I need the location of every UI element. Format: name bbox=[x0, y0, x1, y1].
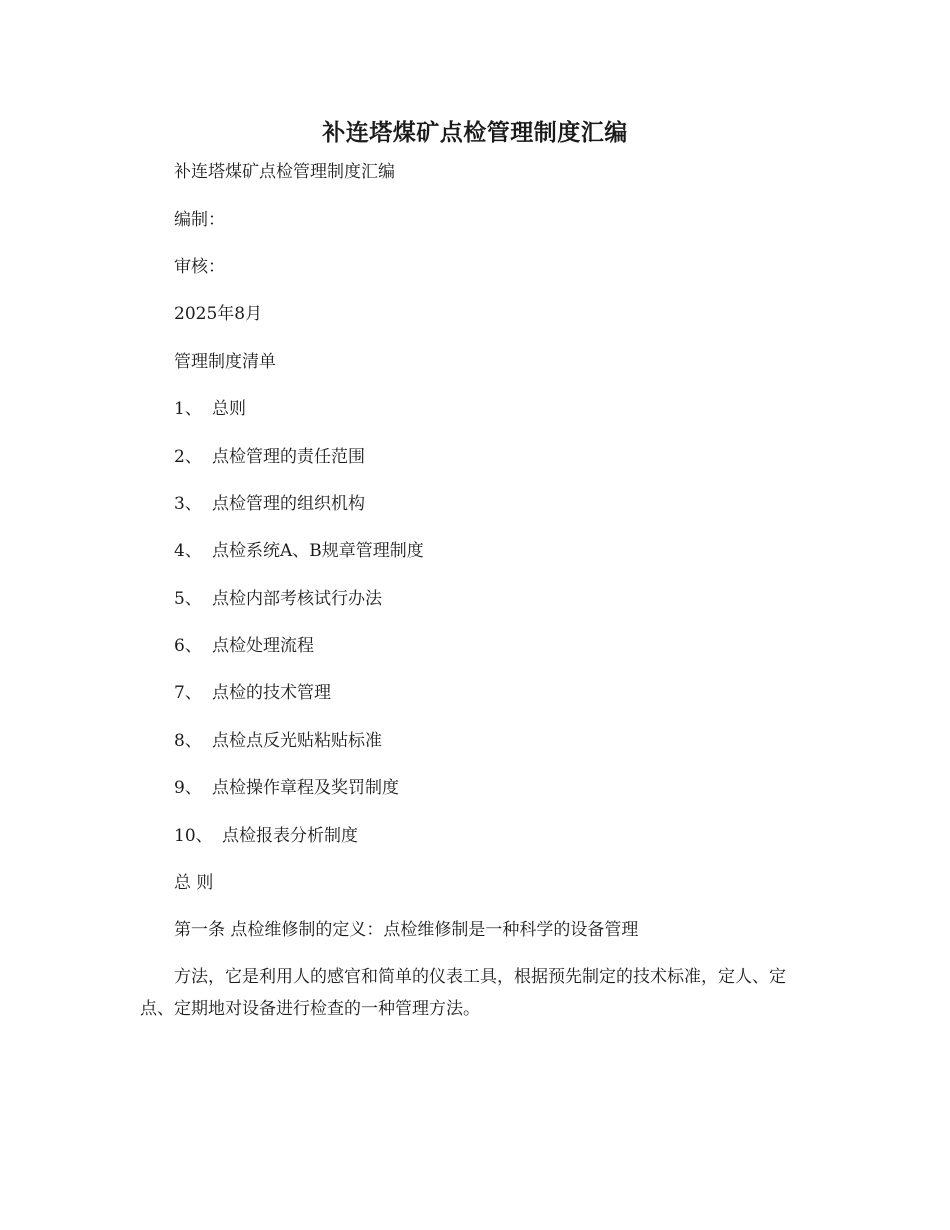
toc-item bbox=[174, 399, 246, 419]
toc-item-text: 点检操作章程及奖罚制度 bbox=[212, 778, 399, 798]
toc-item-text: 点检报表分析制度 bbox=[222, 826, 358, 846]
article-1-body: 方法，它是利用人的感官和简单的仪表工具，根据预先制定的技术标准，定人、定点、定期地对设备进行检查的一种管理方法。 bbox=[140, 967, 786, 1019]
toc-item-text: 点检内部考核试行办法 bbox=[212, 589, 382, 609]
section-heading: 总 则 bbox=[174, 873, 214, 893]
toc-item-number: 1、 bbox=[174, 399, 202, 419]
toc-item-text: 点检的技术管理 bbox=[212, 683, 331, 703]
list-heading: 管理制度清单 bbox=[174, 352, 276, 372]
toc-item bbox=[174, 541, 424, 561]
toc-item-text: 点检管理的责任范围 bbox=[212, 447, 365, 467]
toc-item-number: 8、 bbox=[174, 731, 202, 751]
toc-item bbox=[174, 731, 382, 751]
toc-item-text: 点检点反光贴粘贴标准 bbox=[212, 731, 382, 751]
toc-item-text: 总则 bbox=[212, 399, 246, 419]
toc-item-number: 2、 bbox=[174, 447, 202, 467]
toc-item-number: 10、 bbox=[174, 826, 213, 846]
toc-item-number: 7、 bbox=[174, 683, 202, 703]
toc-item-number: 3、 bbox=[174, 494, 202, 514]
document-title: 补连塔煤矿点检管理制度汇编 bbox=[322, 119, 628, 146]
toc-item bbox=[174, 494, 365, 514]
document-date: 2025年8月 bbox=[174, 304, 263, 324]
compiler-label: 编制： bbox=[174, 210, 225, 230]
toc-item-text: 点检系统A、B规章管理制度 bbox=[212, 541, 424, 561]
toc-item-number: 6、 bbox=[174, 636, 202, 656]
toc-item-number: 5、 bbox=[174, 589, 202, 609]
article-1-lead: 第一条 点检维修制的定义：点检维修制是一种科学的设备管理 bbox=[174, 920, 639, 940]
document-subtitle: 补连塔煤矿点检管理制度汇编 bbox=[174, 162, 395, 182]
toc-item-number: 9、 bbox=[174, 778, 202, 798]
reviewer-label: 审核： bbox=[174, 257, 225, 277]
toc-item-text: 点检管理的组织机构 bbox=[212, 494, 365, 514]
toc-item bbox=[174, 447, 365, 467]
toc-item bbox=[174, 683, 331, 703]
toc-item bbox=[174, 636, 314, 656]
toc-item bbox=[174, 778, 399, 798]
toc-item bbox=[174, 589, 382, 609]
toc-item-number: 4、 bbox=[174, 541, 202, 561]
toc-item bbox=[174, 826, 358, 846]
toc-item-text: 点检处理流程 bbox=[212, 636, 314, 656]
